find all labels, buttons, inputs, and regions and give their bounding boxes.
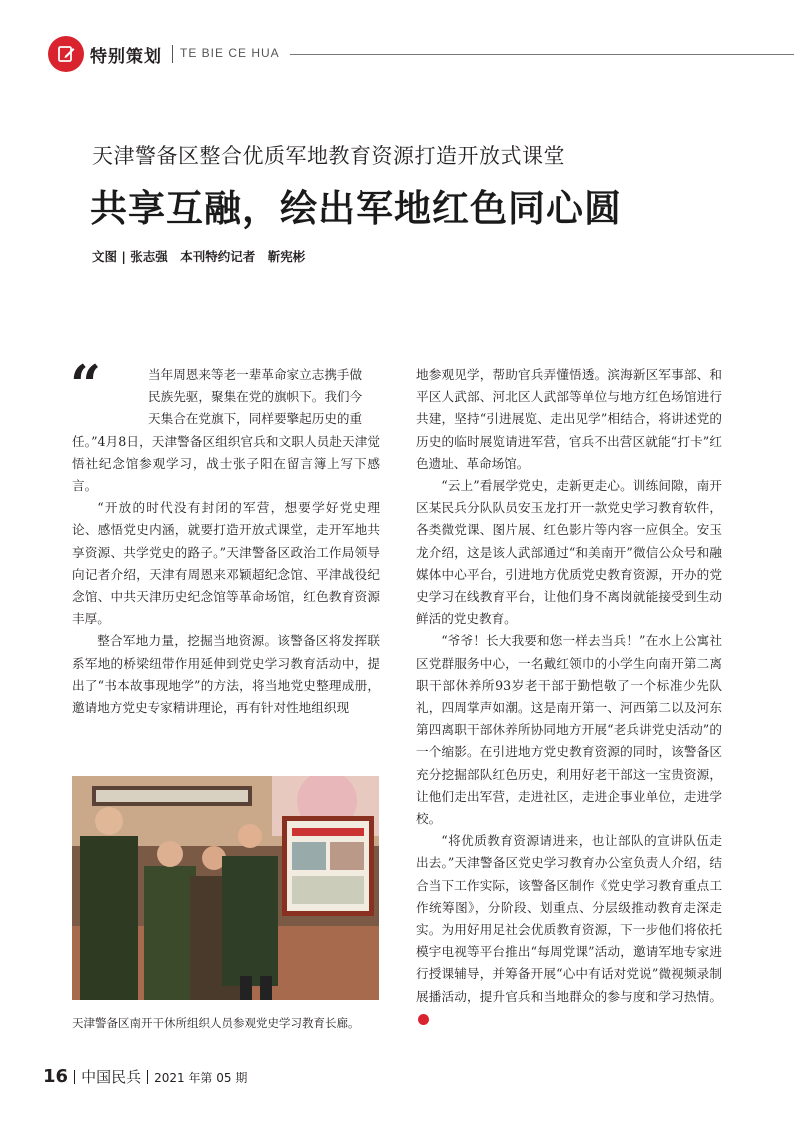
- lead-line-2: 民族先驱，聚集在党的旗帜下。我们今: [148, 389, 363, 405]
- body-paragraph: 地参观见学，帮助官兵弄懂悟透。滨海新区军事部、和平区人武部、河北区人武部等单位与地方红色场馆进行共建，坚持“引进展览、走出见学”相结合，将讲述党的历史的临时展览请进军营，官兵不出营区就能“打卡”红色遗址、革命场馆。: [416, 367, 722, 471]
- page-number: 16: [43, 1066, 69, 1087]
- footer-divider: [74, 1070, 75, 1084]
- pencil-edit-icon: [48, 36, 84, 72]
- issue-label: 2021 年第 05 期: [154, 1071, 248, 1085]
- right-column: [416, 364, 722, 1030]
- header-divider: [172, 45, 173, 63]
- lead-line-3: 天集合在党旗下，同样要擎起历史的重: [148, 411, 363, 427]
- section-title: 特别策划: [90, 47, 162, 67]
- body-paragraph: “开放的时代没有封闭的军营，想要学好党史理论、感悟党史内涵，就要打造开放式课堂，走开军地共享资源、共学党史的路子。”天津警备区政治工作局领导向记者介绍，天津有周恩来邓颖超纪念馆、平津战役纪念馆、中共天津历史纪念馆等革命场馆，红色教育资源丰厚。: [72, 500, 380, 627]
- article-photo: [72, 776, 379, 1000]
- magazine-name: 中国民兵: [81, 1068, 142, 1086]
- header-rule: [290, 54, 794, 55]
- body-paragraph: “爷爷！长大我要和您一样去当兵！”在水上公寓社区党群服务中心，一名戴红领巾的小学生向南开第二离职干部休养所93岁老干部于勤恺敬了一个标准少先队礼，四周掌声如潮。这是南开第一、河西第二以及河东第四离职干部休养所协同地方开展“老兵讲党史活动”的一个缩影。在引进地方党史教育资源的同时，该警备区充分挖掘部队红色历史，利用好老干部这一宝贵资源，让他们走出军营，走进社区，走进企事业单位，走进学校。: [416, 633, 722, 827]
- page-footer: [43, 1066, 247, 1087]
- body-paragraph: “云上”看展学党史，走新更走心。训练间隙，南开区某民兵分队队员安玉龙打开一款党史学习教育软件，各类微党课、图片展、红色影片等内容一应俱全。安玉龙介绍，这是该人武部通过“和美南开”微信公众号和融媒体中心平台，引进地方优质党史教育资源，开办的党史学习在线教育平台，让他们身不离岗就能接受到生动鲜活的党史教育。: [416, 478, 722, 627]
- article-title: 共享互融，绘出军地红色同心圆: [90, 187, 622, 230]
- lead-paragraph-rest: 任。”4月8日，天津警备区组织官兵和文职人员赴天津觉悟社纪念馆参观学习，战士张子阳在留言簿上写下感言。: [72, 433, 380, 494]
- end-mark-icon: [418, 1014, 429, 1025]
- photo-caption: 天津警备区南开干休所组织人员参观党史学习教育长廊。: [72, 1016, 360, 1030]
- body-paragraph-last: [416, 830, 722, 1030]
- article-subtitle: 天津警备区整合优质军地教育资源打造开放式课堂: [92, 144, 565, 168]
- section-pinyin: TE BIE CE HUA: [180, 46, 280, 60]
- lead-line-1: 当年周恩来等老一辈革命家立志携手做: [148, 367, 363, 382]
- open-quote-icon: “: [70, 353, 102, 417]
- body-paragraph: 整合军地力量，挖掘当地资源。该警备区将发挥联系军地的桥梁纽带作用延伸到党史学习教育活动中，提出了“书本故事现地学”的方法，将当地党史整理成册，邀请地方党史专家精讲理论，再有针对性地组织现: [72, 633, 380, 716]
- final-paragraph-text: “将优质教育资源请进来，也让部队的宣讲队伍走出去。”天津警备区党史学习教育办公室负责人介绍，结合当下工作实际，该警备区制作《党史学习教育重点工作统筹图》，分阶段、划重点、分层级推动教育走深走实。为用好用足社会优质教育资源，下一步他们将依托模宇电视等平台推出“每周党课”活动，邀请军地专家进行授课辅导，并筹备开展“心中有话对党说”微视频录制展播活动，提升官兵和当地群众的参与度和学习热情。: [416, 833, 722, 1004]
- footer-divider: [147, 1070, 148, 1084]
- article-byline: 文图 | 张志强 本刊特约记者 靳宪彬: [92, 249, 306, 264]
- left-column: [70, 353, 380, 719]
- section-header: [48, 34, 794, 74]
